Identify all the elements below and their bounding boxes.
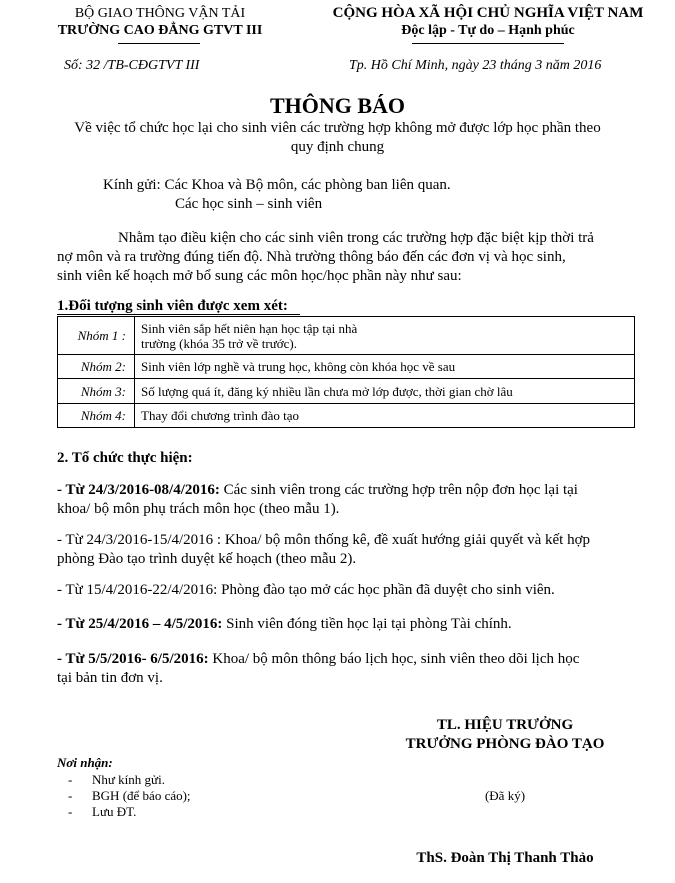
list-item: - BGH (để báo cáo);	[68, 788, 191, 803]
schedule-item-5	[57, 651, 579, 668]
group-label: Nhóm 3:	[58, 379, 135, 404]
student-groups-table	[57, 316, 635, 428]
place-date: Tp. Hồ Chí Minh, ngày 23 tháng 3 năm 2016	[349, 58, 602, 73]
schedule-text: Các sinh viên trong các trường hợp trên nộp đơn học lại tại	[219, 482, 578, 498]
signature-title-1: TL. HIỆU TRƯỞNG	[436, 717, 574, 733]
group-text-line: trường (khóa 35 trở về trước).	[141, 335, 298, 351]
group-description: Số lượng quá ít, đăng ký nhiều lần chưa mở lớp được, thời gian chờ lâu	[135, 379, 635, 404]
schedule-item-2-cont: phòng Đào tạo trình duyệt kế hoạch (theo mẫu 2).	[57, 551, 357, 567]
motto: Độc lập - Tự do – Hạnh phúc	[401, 23, 575, 38]
document-number: Số: 32 /TB-CĐGTVT III	[64, 58, 200, 73]
schedule-item-5-cont: tại bản tin đơn vị.	[57, 670, 163, 686]
page-title: THÔNG BÁO	[269, 93, 406, 118]
ministry-name: BỘ GIAO THÔNG VẬN TẢI	[74, 6, 246, 21]
header-right-rule	[412, 43, 564, 44]
table-row	[58, 317, 635, 355]
group-description: Sinh viên lớp nghề và trung học, không còn khóa học về sau	[135, 355, 635, 379]
section1-heading: 1.Đối tượng sinh viên được xem xét:	[57, 298, 288, 314]
group-label: Nhóm 1 :	[58, 317, 135, 355]
distribution-item-text: Lưu ĐT.	[92, 804, 137, 819]
schedule-text: Khoa/ bộ môn thông báo lịch học, sinh viên theo dõi lịch học	[208, 651, 580, 667]
group-text-line: Sinh viên sắp hết niên hạn học tập tại nhà	[141, 320, 358, 336]
schedule-item-3: - Từ 15/4/2016-22/4/2016: Phòng đào tạo mở các học phần đã duyệt cho sinh viên.	[57, 582, 555, 598]
schedule-date: - Từ 25/4/2016 – 4/5/2016:	[57, 616, 223, 632]
schedule-text: Sinh viên đóng tiền học lại tại phòng Tài chính.	[222, 616, 512, 632]
distribution-item-text: BGH (để báo cáo);	[92, 788, 191, 803]
signed-mark: (Đã ký)	[484, 788, 526, 803]
signature-title-2: TRƯỞNG PHÒNG ĐÀO TẠO	[405, 736, 605, 752]
list-item: - Như kính gửi.	[68, 772, 165, 787]
group-label: Nhóm 2:	[58, 355, 135, 379]
recipients-line-1: Kính gửi: Các Khoa và Bộ môn, các phòng ban liên quan.	[103, 177, 451, 193]
schedule-date: - Từ 5/5/2016- 6/5/2016:	[57, 651, 209, 667]
distribution-heading: Nơi nhận:	[57, 755, 113, 770]
school-name: TRƯỜNG CAO ĐẲNG GTVT III	[57, 23, 263, 38]
table-row	[58, 379, 635, 404]
section1-heading-underline	[57, 314, 300, 315]
group-label: Nhóm 4:	[58, 404, 135, 428]
schedule-item-4	[57, 616, 512, 633]
section2-heading: 2. Tổ chức thực hiện:	[57, 450, 193, 466]
subject-line-2: quy định chung	[290, 139, 385, 155]
header-left-rule	[118, 43, 200, 44]
intro-line-2: nợ môn và ra trường đúng tiến độ. Nhà trường thông báo đến các đơn vị và học sinh,	[57, 249, 566, 265]
schedule-item-1-cont: khoa/ bộ môn phụ trách môn học (theo mẫu 1).	[57, 501, 340, 517]
intro-line-1: Nhằm tạo điều kiện cho các sinh viên trong các trường hợp đặc biệt kịp thời trả	[118, 230, 594, 246]
group-description	[135, 317, 635, 355]
schedule-item-2: - Từ 24/3/2016-15/4/2016 : Khoa/ bộ môn thống kê, đề xuất hướng giải quyết và kết hợp	[57, 532, 591, 548]
list-item: - Lưu ĐT.	[68, 804, 137, 819]
signer-name: ThS. Đoàn Thị Thanh Thảo	[416, 850, 594, 866]
subject-line-1: Về việc tổ chức học lại cho sinh viên các trường hợp không mở được lớp học phần theo	[74, 120, 601, 136]
group-description: Thay đổi chương trình đào tạo	[135, 404, 635, 428]
table-row	[58, 404, 635, 428]
schedule-item-1	[57, 482, 578, 499]
schedule-date: - Từ 24/3/2016-08/4/2016:	[57, 482, 220, 498]
recipients-line-2: Các học sinh – sinh viên	[175, 196, 323, 212]
intro-line-3: sinh viên kế hoạch mở bổ sung các môn học/học phần này như sau:	[57, 268, 462, 284]
table-row	[58, 355, 635, 379]
nation-name: CỘNG HÒA XÃ HỘI CHỦ NGHĨA VIỆT NAM	[332, 5, 644, 21]
distribution-item-text: Như kính gửi.	[92, 772, 165, 787]
